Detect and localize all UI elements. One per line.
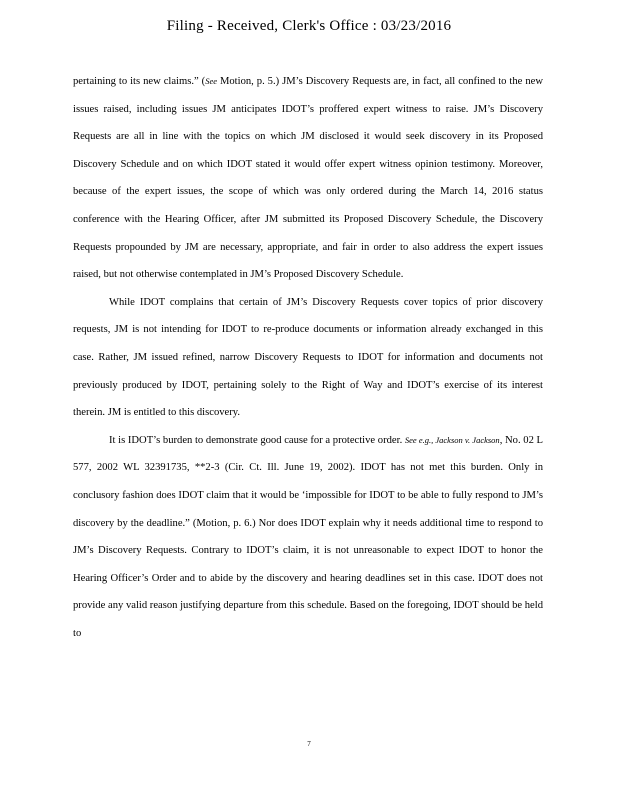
paragraph-3-text-a: It is IDOT’s burden to demonstrate good cause for a protective order.	[109, 434, 405, 446]
paragraph-2: While IDOT complains that certain of JM’s Discovery Requests cover topics of prior discovery requests, JM is not intending for IDOT to re-produce documents or information already exchanged in this case. Rather, JM issued refined, narrow Discovery Requests to IDOT for information and documents not previously produced by IDOT, pertaining solely to the Right of Way and IDOT’s exercise of its interest therein. JM is entitled to this discovery.	[73, 296, 543, 419]
paragraph-1-text-b: Motion, p. 5.) JM’s Discovery Requests are, in fact, all confined to the new issues raised, including issues JM anticipates IDOT’s proffered expert witness to raise. JM’s Discovery Requests are all in line with the topics on which JM disclosed it would seek discovery in its Proposed Discovery Schedule and on which IDOT stated it would offer expert witness opinion testimony. Moreover, because of the expert issues, the scope of which was only ordered during the March 14, 2016 status conference with the Hearing Officer, after JM submitted its Proposed Discovery Schedule, the Discovery Requests propounded by JM are necessary, appropriate, and fair in order to also address the expert issues raised, but not otherwise contemplated in JM’s Proposed Discovery Schedule.	[73, 76, 543, 281]
paragraph-1	[73, 68, 543, 289]
paragraph-3	[73, 427, 543, 648]
document-body	[73, 68, 543, 647]
page-number: 7	[307, 740, 311, 748]
paragraph-1-text-a: pertaining to its new claims.” (	[73, 76, 206, 87]
see-signal: See	[205, 76, 217, 86]
case-citation: See e.g., Jackson v. Jackson	[404, 434, 500, 445]
filing-stamp-header: Filing - Received, Clerk's Office : 03/23/2016	[166, 18, 452, 34]
paragraph-3-text-b: , No. 02 L 577, 2002 WL 32391735, **2-3 (Cir. Ct. Ill. June 19, 2002). IDOT has not met this burden. Only in conclusory fashion does IDOT claim that it would be ‘impossible for IDOT to be able to fully respond to JM’s discovery by the deadline.” (Motion, p. 6.) Nor does IDOT explain why it needs additional time to respond to JM’s Discovery Requests. Contrary to IDOT’s claim, it is not unreasonable to expect IDOT to honor the Hearing Officer’s Order and to abide by the discovery and hearing deadlines set in this case. IDOT does not provide any valid reason justifying departure from this schedule. Based on the foregoing, IDOT should be held to	[73, 434, 543, 639]
